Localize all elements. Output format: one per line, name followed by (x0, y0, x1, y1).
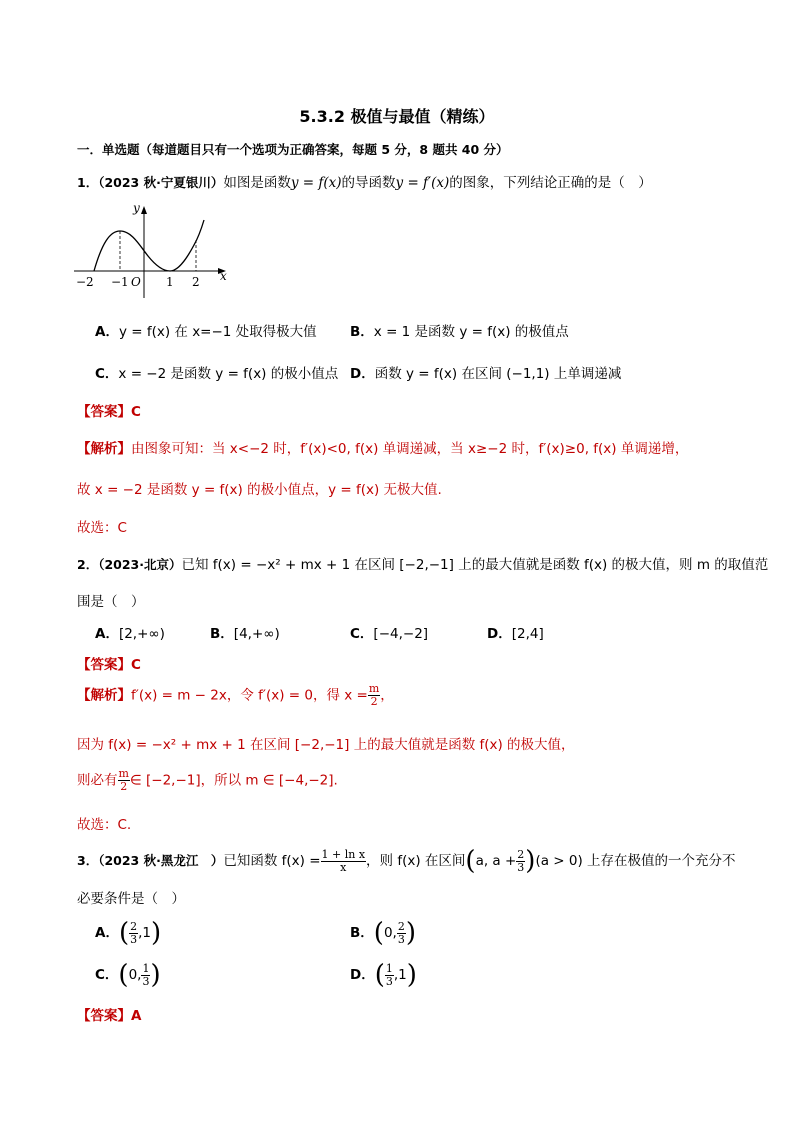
q2-analysis-3: 则必有 $\frac{m}{2}$ ∈ [−2,−1]，所以 m ∈ [−4,−2]. (77, 767, 338, 793)
q1-analysis-1: 【解析】由图象可知：当 x<−2 时，f′(x)<0, f(x) 单调递减，当 x≥−2 时，f′(x)≥0, f(x) 单调递增， (77, 441, 689, 457)
q1-answer: 【答案】C (77, 404, 141, 420)
section-heading: 一．单选题（每道题目只有一个选项为正确答案，每题 5 分，8 题共 40 分） (77, 142, 509, 157)
q2-frac-m-over-2-b: $\frac{m}{2}$ (118, 767, 129, 793)
q3-option-a: A．( $\frac{2}{3}$ ,1) (95, 918, 162, 948)
tick-label-1: 1 (166, 275, 174, 289)
derivative-graph (70, 198, 235, 303)
q2-answer: 【答案】C (77, 657, 141, 673)
tick-label-minus-1: −1 (111, 275, 129, 289)
q1-option-d: D．函数 y = f(x) 在区间 (−1,1) 上单调递减 (350, 366, 622, 382)
q1-number: 1． (77, 175, 99, 190)
q2-analysis-2: 因为 f(x) = −x² + mx + 1 在区间 [−2,−1] 上的最大值就是函数 f(x) 的极大值， (77, 737, 575, 753)
q1-stem-text-a: 如图是函数 (223, 175, 291, 191)
q1-stem-fx: y = f(x) (290, 175, 342, 191)
q3-frac-fx: $\frac{\text{1 + ln x}}{x}$ (321, 847, 366, 874)
tick-label-2: 2 (192, 275, 200, 289)
q1-source: （2023 秋·宁夏银川） (98, 175, 224, 190)
q2-option-b: B．[4,+∞) (210, 626, 280, 642)
q2-stem-2: 围是（ ） (77, 594, 145, 610)
q3-option-d: D．( $\frac{1}{3}$ ,1) (350, 960, 417, 990)
q2-option-a: A．[2,+∞) (95, 626, 165, 642)
q1-option-c: C．x = −2 是函数 y = f(x) 的极小值点 (95, 366, 339, 382)
tick-label-minus-2: −2 (76, 275, 94, 289)
q3-option-c: C．(0, $\frac{1}{3}$ ) (95, 960, 161, 990)
q3-answer: 【答案】A (77, 1008, 142, 1024)
y-axis-label: y (133, 201, 140, 215)
q3-option-b: B．(0, $\frac{2}{3}$ ) (350, 918, 416, 948)
derivative-curve (94, 220, 204, 271)
origin-label: O (131, 275, 141, 289)
q1-stem-text-b: 的导函数 (341, 175, 396, 191)
q2-choice: 故选：C. (77, 817, 132, 833)
q3-stem-2: 必要条件是（ ） (77, 891, 185, 907)
q1-stem-fpx: y = f′(x) (395, 175, 450, 191)
q1-choice: 故选：C (77, 520, 127, 536)
page-title: 5.3.2 极值与最值（精练） (299, 107, 495, 126)
q2-option-d: D．[2,4] (487, 626, 544, 642)
q3-frac-2-3: $\frac{2}{3}$ (517, 847, 525, 874)
q2-stem-1: 2．（2023·北京）已知 f(x) = −x² + mx + 1 在区间 [−2,−1] 上的最大值就是函数 f(x) 的极大值，则 m 的取值范 (77, 557, 769, 573)
q3-stem-1: 3．（2023 秋·黑龙江 ）已知函数 f(x) = $\frac{\text{1 + ln x}}{x}$ ，则 f(x) 在区间(a, a + $\frac{2}{3}$ )(a > 0) 上存在极值的一个充分不 (77, 846, 736, 876)
q2-analysis-1: 【解析】f′(x) = m − 2x，令 f′(x) = 0，得 x = $\frac{m}{2}$ ， (77, 682, 394, 708)
q2-frac-m-over-2: $\frac{m}{2}$ (368, 682, 380, 708)
y-axis-arrow (141, 206, 147, 214)
q1-option-b: B．x = 1 是函数 y = f(x) 的极值点 (350, 324, 569, 340)
q1-stem-text-c: 的图象，下列结论正确的是（ ） (449, 175, 652, 191)
q1-analysis-2: 故 x = −2 是函数 y = f(x) 的极小值点，y = f(x) 无极大值. (77, 482, 442, 498)
q1-option-a: A．y = f(x) 在 x=−1 处取得极大值 (95, 324, 317, 340)
q1-stem (77, 171, 652, 191)
q2-option-c: C．[−4,−2] (350, 626, 429, 642)
x-axis-label: x (220, 269, 227, 283)
